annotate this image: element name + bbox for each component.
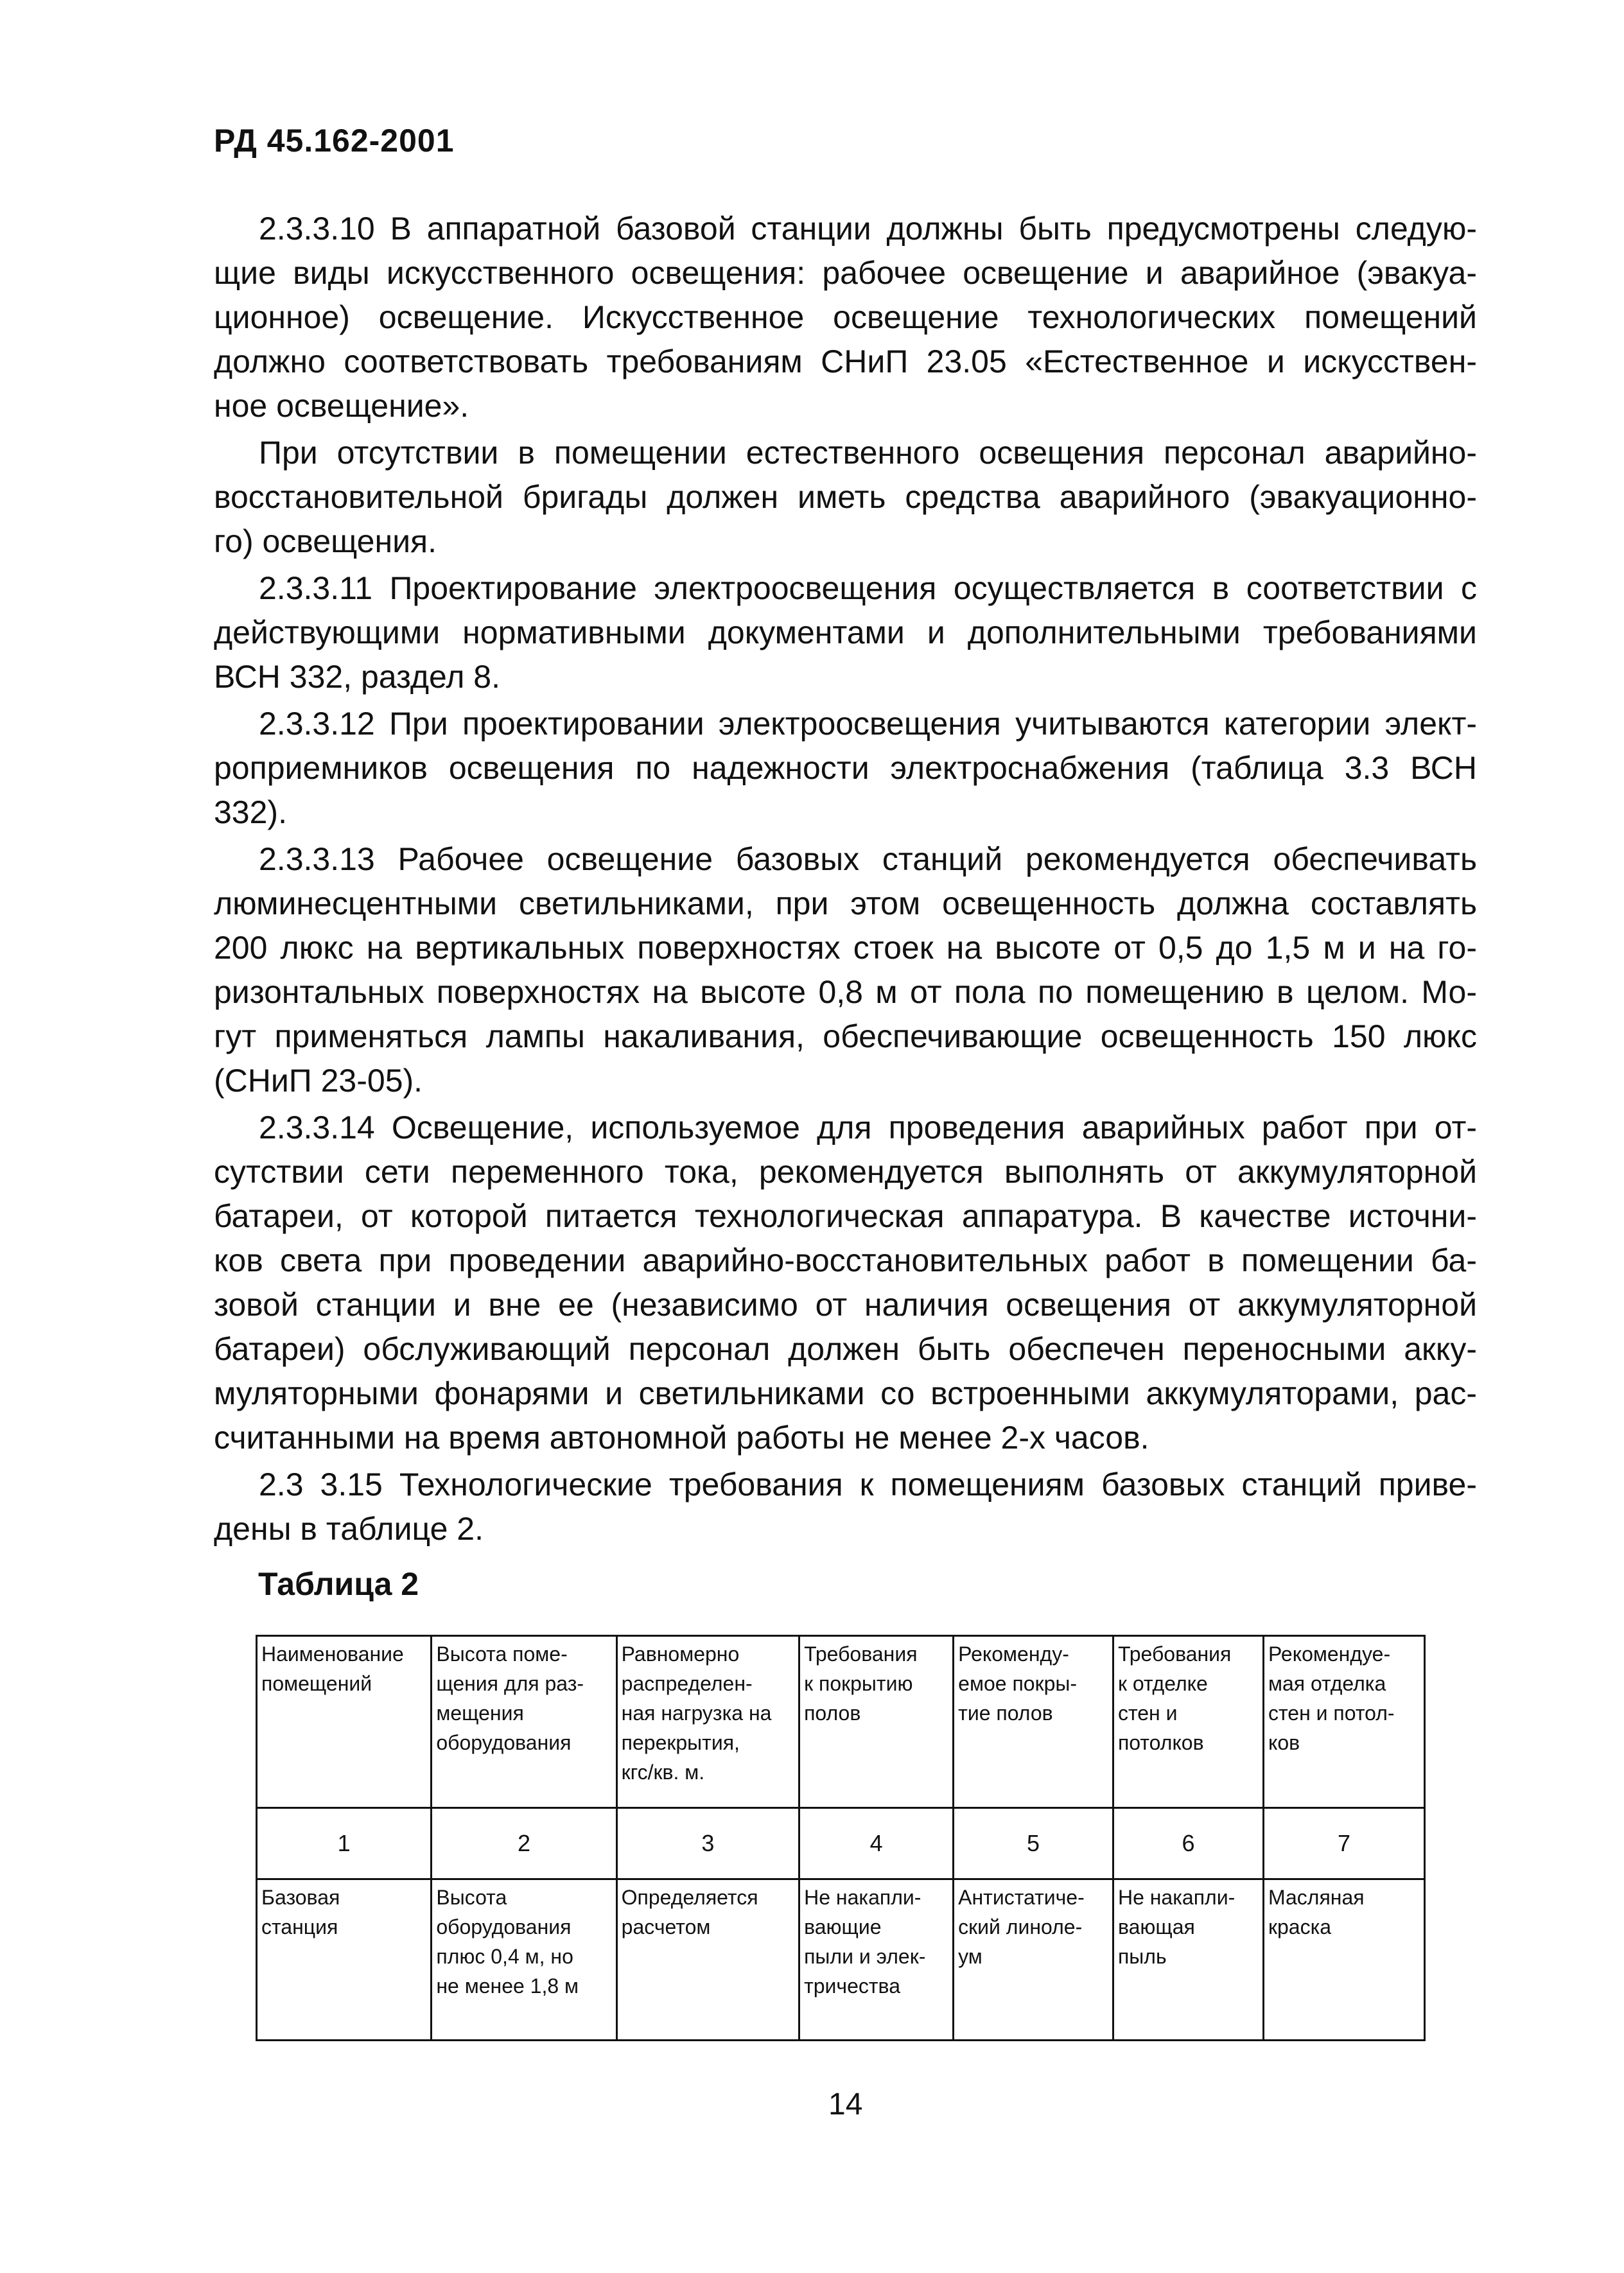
table-cell: Требования к покрытию полов xyxy=(799,1636,954,1808)
table-cell: Определяется расчетом xyxy=(616,1879,799,2041)
text-line: При отсутствии в помещении естественного освещения персонал аварийно- xyxy=(259,435,1477,471)
text-line: ное освещение». xyxy=(214,388,469,424)
text-line: 2.3.3.10 В аппаратной базовой станции должны быть предусмотрены следую- xyxy=(259,211,1477,247)
paragraph xyxy=(214,207,1477,428)
text-line: 2.3 3.15 Технологические требования к помещениям базовых станций приве- xyxy=(259,1467,1477,1502)
table-cell: 2 xyxy=(432,1808,616,1879)
text-line: ризонтальных поверхностях на высоте 0,8 м от пола по помещению в целом. Мо- xyxy=(214,974,1477,1010)
table-cell: 7 xyxy=(1263,1808,1424,1879)
table-cell: Рекоменду- емое покры- тие полов xyxy=(954,1636,1113,1808)
table-cell: Антистатиче- ский линоле- ум xyxy=(954,1879,1113,2041)
paragraph xyxy=(214,702,1477,835)
text-line: батареи, от которой питается технологическая аппаратура. В качестве источни- xyxy=(214,1198,1477,1234)
text-line: го) освещения. xyxy=(214,523,437,559)
text-line: гут применяться лампы накаливания, обеспечивающие освещенность 150 люкс xyxy=(214,1018,1477,1054)
text-line: дены в таблице 2. xyxy=(214,1511,484,1547)
document-code: РД 45.162-2001 xyxy=(214,123,455,159)
text-line: действующими нормативными документами и дополнительными требованиями xyxy=(214,614,1477,650)
table-cell: Рекомендуе- мая отделка стен и потол- ков xyxy=(1263,1636,1424,1808)
document-body xyxy=(214,207,1477,1554)
table-cell: 4 xyxy=(799,1808,954,1879)
table-cell: Высота оборудования плюс 0,4 м, но не менее 1,8 м xyxy=(432,1879,616,2041)
paragraph xyxy=(214,431,1477,564)
paragraph xyxy=(214,1106,1477,1460)
text-line: муляторными фонарями и светильниками со встроенными аккумуляторами, рас- xyxy=(214,1375,1477,1411)
text-line: 2.3.3.14 Освещение, используемое для проведения аварийных работ при от- xyxy=(259,1110,1477,1145)
paragraph xyxy=(214,566,1477,699)
paragraph xyxy=(214,1463,1477,1551)
table-cell: Не накапли- вающие пыли и элек- тричества xyxy=(799,1879,954,2041)
table-cell: Равномерно распределен- ная нагрузка на перекрытия, кгс/кв. м. xyxy=(616,1636,799,1808)
text-line: ков света при проведении аварийно-восстановительных работ в помещении ба- xyxy=(214,1242,1477,1278)
table-cell: Наименование помещений xyxy=(257,1636,432,1808)
text-line: считанными на время автономной работы не менее 2-х часов. xyxy=(214,1420,1149,1456)
table-cell: 3 xyxy=(616,1808,799,1879)
text-line: (СНиП 23-05). xyxy=(214,1063,423,1099)
text-line: ционное) освещение. Искусственное освещение технологических помещений xyxy=(214,299,1477,335)
text-line: люминесцентными светильниками, при этом освещенность должна составлять xyxy=(214,885,1477,921)
page-number: 14 xyxy=(828,2087,863,2121)
table-cell: Масляная краска xyxy=(1263,1879,1424,2041)
text-line: 2.3.3.13 Рабочее освещение базовых станций рекомендуется обеспечивать xyxy=(259,841,1477,877)
text-line: батареи) обслуживающий персонал должен быть обеспечен переносными акку- xyxy=(214,1331,1477,1367)
text-line: 2.3.3.12 При проектировании электроосвещения учитываются категории элект- xyxy=(259,706,1477,742)
table-caption: Таблица 2 xyxy=(258,1566,419,1602)
text-line: 2.3.3.11 Проектирование электроосвещения осуществляется в соответствии с xyxy=(259,570,1477,606)
paragraph xyxy=(214,837,1477,1103)
table-cell: Базовая станция xyxy=(257,1879,432,2041)
table-row xyxy=(257,1879,1425,2041)
requirements-table xyxy=(256,1635,1426,2041)
text-line: должно соответствовать требованиям СНиП 23.05 «Естественное и искусствен- xyxy=(214,344,1477,379)
text-line: 200 люкс на вертикальных поверхностях стоек на высоте от 0,5 до 1,5 м и на го- xyxy=(214,930,1477,966)
table-cell: 6 xyxy=(1113,1808,1263,1879)
table-cell: Не накапли- вающая пыль xyxy=(1113,1879,1263,2041)
text-line: восстановительной бригады должен иметь средства аварийного (эвакуационно- xyxy=(214,479,1477,515)
text-line: щие виды искусственного освещения: рабочее освещение и аварийное (эвакуа- xyxy=(214,255,1477,291)
text-line: сутствии сети переменного тока, рекомендуется выполнять от аккумуляторной xyxy=(214,1154,1477,1190)
text-line: роприемников освещения по надежности электроснабжения (таблица 3.3 ВСН xyxy=(214,750,1477,786)
table-cell: Требования к отделке стен и потолков xyxy=(1113,1636,1263,1808)
table-cell: 1 xyxy=(257,1808,432,1879)
text-line: 332). xyxy=(214,794,287,830)
text-line: зовой станции и вне ее (независимо от наличия освещения от аккумуляторной xyxy=(214,1287,1477,1323)
table-cell: Высота поме- щения для раз- мещения оборудования xyxy=(432,1636,616,1808)
text-line: ВСН 332, раздел 8. xyxy=(214,659,500,695)
table-header-row xyxy=(257,1636,1425,1808)
table-column-number-row xyxy=(257,1808,1425,1879)
table-cell: 5 xyxy=(954,1808,1113,1879)
